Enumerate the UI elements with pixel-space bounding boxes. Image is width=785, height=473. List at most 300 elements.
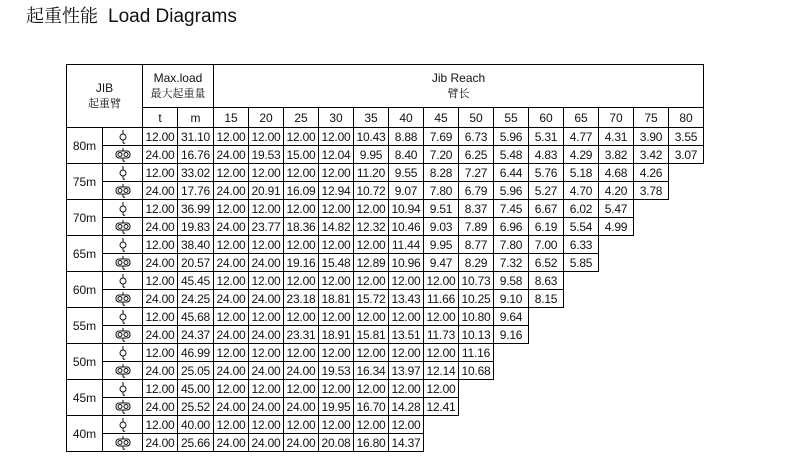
load-cell: 12.00 bbox=[214, 236, 249, 254]
max-load-t-cell: 24.00 bbox=[143, 326, 178, 344]
reach-header bbox=[214, 65, 704, 108]
table-row bbox=[67, 182, 704, 200]
load-cell: 15.48 bbox=[319, 254, 354, 272]
single-hook-icon bbox=[113, 382, 133, 396]
load-cell: 9.95 bbox=[424, 236, 459, 254]
load-cell: 9.47 bbox=[424, 254, 459, 272]
reach-value-header: 30 bbox=[319, 108, 354, 128]
load-cell: 12.00 bbox=[284, 272, 319, 290]
max-load-m-cell: 24.37 bbox=[178, 326, 214, 344]
load-cell: 12.00 bbox=[284, 128, 319, 146]
load-cell: 12.00 bbox=[249, 236, 284, 254]
jib-length-cell: 45m bbox=[67, 380, 103, 416]
load-cell: 4.29 bbox=[564, 146, 599, 164]
load-cell: 4.70 bbox=[564, 182, 599, 200]
load-cell: 6.02 bbox=[564, 200, 599, 218]
jib-header-en: JIB bbox=[95, 81, 114, 95]
load-cell: 12.41 bbox=[424, 398, 459, 416]
load-cell: 23.31 bbox=[284, 326, 319, 344]
load-cell: 12.00 bbox=[214, 164, 249, 182]
load-cell: 9.95 bbox=[354, 146, 389, 164]
load-cell: 6.73 bbox=[459, 128, 494, 146]
reach-value-header: 75 bbox=[634, 108, 669, 128]
load-cell: 5.27 bbox=[529, 182, 564, 200]
load-cell: 18.91 bbox=[319, 326, 354, 344]
load-cell: 10.80 bbox=[459, 308, 494, 326]
maxload-header-en: Max.load bbox=[153, 71, 203, 85]
load-cell: 8.88 bbox=[389, 128, 424, 146]
load-cell: 6.96 bbox=[494, 218, 529, 236]
load-cell: 19.53 bbox=[249, 146, 284, 164]
max-load-m-cell: 31.10 bbox=[178, 128, 214, 146]
max-load-t-cell: 12.00 bbox=[143, 200, 178, 218]
load-cell: 12.00 bbox=[249, 128, 284, 146]
double-hook-icon bbox=[113, 184, 133, 198]
empty-cell bbox=[494, 434, 529, 452]
empty-cell bbox=[599, 416, 634, 434]
empty-cell bbox=[529, 362, 564, 380]
load-cell: 9.58 bbox=[494, 272, 529, 290]
load-cell: 12.00 bbox=[354, 344, 389, 362]
load-cell: 12.00 bbox=[319, 272, 354, 290]
load-cell: 5.76 bbox=[529, 164, 564, 182]
table-row bbox=[67, 416, 704, 434]
load-cell: 11.16 bbox=[459, 344, 494, 362]
load-cell: 4.31 bbox=[599, 128, 634, 146]
empty-cell bbox=[459, 416, 494, 434]
load-cell: 14.82 bbox=[319, 218, 354, 236]
empty-cell bbox=[424, 416, 459, 434]
load-cell: 10.13 bbox=[459, 326, 494, 344]
load-cell: 12.00 bbox=[249, 272, 284, 290]
load-cell: 4.99 bbox=[599, 218, 634, 236]
empty-cell bbox=[529, 326, 564, 344]
table-row bbox=[67, 200, 704, 218]
load-cell: 8.40 bbox=[389, 146, 424, 164]
max-load-t-cell: 12.00 bbox=[143, 236, 178, 254]
empty-cell bbox=[459, 434, 494, 452]
load-cell: 20.08 bbox=[319, 434, 354, 452]
load-cell: 12.00 bbox=[424, 344, 459, 362]
hook-cell bbox=[103, 416, 143, 434]
empty-cell bbox=[459, 398, 494, 416]
empty-cell bbox=[599, 344, 634, 362]
load-cell: 23.77 bbox=[249, 218, 284, 236]
empty-cell bbox=[634, 200, 669, 218]
empty-cell bbox=[494, 380, 529, 398]
max-load-t-cell: 12.00 bbox=[143, 128, 178, 146]
load-cell: 16.09 bbox=[284, 182, 319, 200]
load-cell: 24.00 bbox=[249, 290, 284, 308]
reach-value-header: 25 bbox=[284, 108, 319, 128]
empty-cell bbox=[564, 272, 599, 290]
max-load-m-cell: 19.83 bbox=[178, 218, 214, 236]
load-cell: 10.46 bbox=[389, 218, 424, 236]
empty-cell bbox=[564, 398, 599, 416]
load-cell: 24.00 bbox=[214, 254, 249, 272]
load-cell: 12.94 bbox=[319, 182, 354, 200]
load-cell: 14.28 bbox=[389, 398, 424, 416]
empty-cell bbox=[669, 272, 704, 290]
table-row bbox=[67, 326, 704, 344]
hook-cell bbox=[103, 308, 143, 326]
load-cell: 12.00 bbox=[319, 128, 354, 146]
max-load-m-cell: 40.00 bbox=[178, 416, 214, 434]
reach-value-header: 50 bbox=[459, 108, 494, 128]
reach-value-header: 70 bbox=[599, 108, 634, 128]
load-cell: 4.26 bbox=[634, 164, 669, 182]
empty-cell bbox=[669, 254, 704, 272]
load-cell: 12.00 bbox=[424, 272, 459, 290]
load-cell: 24.00 bbox=[284, 398, 319, 416]
load-cell: 12.00 bbox=[249, 416, 284, 434]
load-cell: 12.00 bbox=[319, 164, 354, 182]
load-cell: 6.44 bbox=[494, 164, 529, 182]
load-cell: 5.18 bbox=[564, 164, 599, 182]
load-cell: 12.00 bbox=[214, 416, 249, 434]
jib-length-cell: 75m bbox=[67, 164, 103, 200]
empty-cell bbox=[599, 308, 634, 326]
load-cell: 7.80 bbox=[494, 236, 529, 254]
empty-cell bbox=[634, 380, 669, 398]
load-cell: 12.00 bbox=[214, 200, 249, 218]
load-cell: 3.55 bbox=[669, 128, 704, 146]
empty-cell bbox=[599, 236, 634, 254]
load-cell: 6.67 bbox=[529, 200, 564, 218]
load-cell: 24.00 bbox=[284, 362, 319, 380]
empty-cell bbox=[669, 344, 704, 362]
reach-value-header: 80 bbox=[669, 108, 704, 128]
empty-cell bbox=[494, 398, 529, 416]
table-row bbox=[67, 398, 704, 416]
load-cell: 15.81 bbox=[354, 326, 389, 344]
empty-cell bbox=[529, 380, 564, 398]
load-cell: 9.10 bbox=[494, 290, 529, 308]
load-cell: 12.00 bbox=[319, 344, 354, 362]
hook-cell bbox=[103, 236, 143, 254]
load-cell: 13.97 bbox=[389, 362, 424, 380]
load-cell: 14.37 bbox=[389, 434, 424, 452]
load-cell: 12.89 bbox=[354, 254, 389, 272]
load-cell: 18.81 bbox=[319, 290, 354, 308]
load-cell: 12.00 bbox=[214, 308, 249, 326]
load-cell: 12.00 bbox=[354, 416, 389, 434]
empty-cell bbox=[564, 380, 599, 398]
load-cell: 16.70 bbox=[354, 398, 389, 416]
max-load-t-cell: 24.00 bbox=[143, 362, 178, 380]
load-cell: 12.00 bbox=[249, 164, 284, 182]
empty-cell bbox=[669, 326, 704, 344]
load-cell: 12.00 bbox=[284, 236, 319, 254]
empty-cell bbox=[564, 362, 599, 380]
load-cell: 3.78 bbox=[634, 182, 669, 200]
load-cell: 13.51 bbox=[389, 326, 424, 344]
table-row bbox=[67, 128, 704, 146]
load-cell: 7.32 bbox=[494, 254, 529, 272]
load-cell: 8.15 bbox=[529, 290, 564, 308]
load-cell: 12.00 bbox=[214, 344, 249, 362]
page-title-en: Load Diagrams bbox=[108, 6, 237, 27]
empty-cell bbox=[669, 434, 704, 452]
table-row bbox=[67, 272, 704, 290]
hook-cell bbox=[103, 362, 143, 380]
reach-header-cn: 臂长 bbox=[447, 87, 470, 100]
load-cell: 7.20 bbox=[424, 146, 459, 164]
load-cell: 12.00 bbox=[284, 416, 319, 434]
jib-length-cell: 40m bbox=[67, 416, 103, 452]
load-cell: 9.16 bbox=[494, 326, 529, 344]
load-cell: 11.66 bbox=[424, 290, 459, 308]
load-cell: 12.00 bbox=[354, 236, 389, 254]
max-load-m-cell: 25.66 bbox=[178, 434, 214, 452]
empty-cell bbox=[634, 254, 669, 272]
load-cell: 24.00 bbox=[214, 182, 249, 200]
empty-cell bbox=[599, 434, 634, 452]
empty-cell bbox=[564, 416, 599, 434]
empty-cell bbox=[529, 344, 564, 362]
load-cell: 12.00 bbox=[319, 236, 354, 254]
empty-cell bbox=[669, 236, 704, 254]
unit-t-header: t bbox=[143, 108, 178, 128]
max-load-t-cell: 24.00 bbox=[143, 182, 178, 200]
empty-cell bbox=[634, 236, 669, 254]
maxload-header-cn: 最大起重量 bbox=[150, 87, 206, 100]
empty-cell bbox=[564, 344, 599, 362]
load-cell: 12.00 bbox=[354, 200, 389, 218]
empty-cell bbox=[669, 200, 704, 218]
hook-cell bbox=[103, 326, 143, 344]
double-hook-icon bbox=[113, 364, 133, 378]
max-load-t-cell: 12.00 bbox=[143, 272, 178, 290]
load-cell: 10.72 bbox=[354, 182, 389, 200]
reach-value-header: 60 bbox=[529, 108, 564, 128]
load-cell: 7.27 bbox=[459, 164, 494, 182]
empty-cell bbox=[599, 326, 634, 344]
load-cell: 6.25 bbox=[459, 146, 494, 164]
max-load-t-cell: 24.00 bbox=[143, 218, 178, 236]
load-cell: 7.45 bbox=[494, 200, 529, 218]
max-load-m-cell: 46.99 bbox=[178, 344, 214, 362]
hook-cell bbox=[103, 182, 143, 200]
load-cell: 5.54 bbox=[564, 218, 599, 236]
hook-cell bbox=[103, 290, 143, 308]
reach-value-header: 20 bbox=[249, 108, 284, 128]
page-title bbox=[26, 4, 237, 30]
load-cell: 11.20 bbox=[354, 164, 389, 182]
load-cell: 7.80 bbox=[424, 182, 459, 200]
load-cell: 9.07 bbox=[389, 182, 424, 200]
load-cell: 19.16 bbox=[284, 254, 319, 272]
hook-cell bbox=[103, 128, 143, 146]
load-cell: 12.00 bbox=[389, 416, 424, 434]
hook-cell bbox=[103, 218, 143, 236]
single-hook-icon bbox=[113, 166, 133, 180]
load-cell: 6.33 bbox=[564, 236, 599, 254]
max-load-t-cell: 12.00 bbox=[143, 416, 178, 434]
max-load-m-cell: 36.99 bbox=[178, 200, 214, 218]
load-cell: 12.00 bbox=[284, 344, 319, 362]
max-load-m-cell: 33.02 bbox=[178, 164, 214, 182]
load-cell: 12.00 bbox=[424, 308, 459, 326]
load-cell: 4.20 bbox=[599, 182, 634, 200]
load-cell: 12.00 bbox=[319, 380, 354, 398]
empty-cell bbox=[634, 290, 669, 308]
reach-value-header: 15 bbox=[214, 108, 249, 128]
table-row bbox=[67, 362, 704, 380]
max-load-m-cell: 45.00 bbox=[178, 380, 214, 398]
empty-cell bbox=[634, 218, 669, 236]
reach-value-header: 65 bbox=[564, 108, 599, 128]
empty-cell bbox=[564, 290, 599, 308]
max-load-t-cell: 12.00 bbox=[143, 164, 178, 182]
jib-length-cell: 60m bbox=[67, 272, 103, 308]
empty-cell bbox=[669, 308, 704, 326]
double-hook-icon bbox=[113, 148, 133, 162]
load-cell: 12.00 bbox=[354, 380, 389, 398]
max-load-m-cell: 25.52 bbox=[178, 398, 214, 416]
load-cell: 12.00 bbox=[249, 380, 284, 398]
load-cell: 24.00 bbox=[249, 434, 284, 452]
load-cell: 7.00 bbox=[529, 236, 564, 254]
load-cell: 10.96 bbox=[389, 254, 424, 272]
load-table bbox=[66, 64, 704, 452]
max-load-t-cell: 12.00 bbox=[143, 380, 178, 398]
load-cell: 12.04 bbox=[319, 146, 354, 164]
load-cell: 8.77 bbox=[459, 236, 494, 254]
reach-header-en: Jib Reach bbox=[431, 71, 486, 85]
load-cell: 9.55 bbox=[389, 164, 424, 182]
unit-m-header: m bbox=[178, 108, 214, 128]
load-cell: 12.00 bbox=[284, 380, 319, 398]
empty-cell bbox=[494, 362, 529, 380]
single-hook-icon bbox=[113, 346, 133, 360]
empty-cell bbox=[599, 380, 634, 398]
max-load-t-cell: 12.00 bbox=[143, 344, 178, 362]
maxload-header bbox=[143, 65, 214, 108]
load-cell: 7.89 bbox=[459, 218, 494, 236]
table-row bbox=[67, 236, 704, 254]
empty-cell bbox=[634, 362, 669, 380]
max-load-m-cell: 20.57 bbox=[178, 254, 214, 272]
jib-length-cell: 50m bbox=[67, 344, 103, 380]
table-row bbox=[67, 308, 704, 326]
empty-cell bbox=[529, 416, 564, 434]
jib-length-cell: 80m bbox=[67, 128, 103, 164]
load-cell: 5.96 bbox=[494, 182, 529, 200]
load-cell: 11.73 bbox=[424, 326, 459, 344]
load-cell: 24.00 bbox=[249, 398, 284, 416]
load-cell: 12.32 bbox=[354, 218, 389, 236]
load-cell: 12.00 bbox=[389, 380, 424, 398]
empty-cell bbox=[634, 344, 669, 362]
load-cell: 12.00 bbox=[389, 308, 424, 326]
load-cell: 6.79 bbox=[459, 182, 494, 200]
table-row bbox=[67, 434, 704, 452]
empty-cell bbox=[599, 272, 634, 290]
load-cell: 18.36 bbox=[284, 218, 319, 236]
empty-cell bbox=[669, 416, 704, 434]
load-cell: 8.29 bbox=[459, 254, 494, 272]
load-cell: 4.77 bbox=[564, 128, 599, 146]
load-cell: 24.00 bbox=[214, 434, 249, 452]
load-cell: 8.63 bbox=[529, 272, 564, 290]
load-cell: 5.31 bbox=[529, 128, 564, 146]
load-cell: 12.00 bbox=[284, 308, 319, 326]
hook-cell bbox=[103, 380, 143, 398]
table-row bbox=[67, 290, 704, 308]
load-cell: 5.85 bbox=[564, 254, 599, 272]
load-cell: 15.72 bbox=[354, 290, 389, 308]
empty-cell bbox=[529, 398, 564, 416]
load-cell: 24.00 bbox=[284, 434, 319, 452]
hook-cell bbox=[103, 254, 143, 272]
load-cell: 3.42 bbox=[634, 146, 669, 164]
load-cell: 10.68 bbox=[459, 362, 494, 380]
max-load-m-cell: 17.76 bbox=[178, 182, 214, 200]
double-hook-icon bbox=[113, 292, 133, 306]
empty-cell bbox=[634, 308, 669, 326]
max-load-m-cell: 45.45 bbox=[178, 272, 214, 290]
empty-cell bbox=[564, 308, 599, 326]
load-cell: 12.00 bbox=[284, 164, 319, 182]
double-hook-icon bbox=[113, 328, 133, 342]
load-cell: 7.69 bbox=[424, 128, 459, 146]
empty-cell bbox=[634, 272, 669, 290]
load-cell: 8.37 bbox=[459, 200, 494, 218]
empty-cell bbox=[669, 290, 704, 308]
table-row bbox=[67, 380, 704, 398]
max-load-t-cell: 24.00 bbox=[143, 434, 178, 452]
load-cell: 3.82 bbox=[599, 146, 634, 164]
load-cell: 12.00 bbox=[284, 200, 319, 218]
empty-cell bbox=[459, 380, 494, 398]
empty-cell bbox=[564, 326, 599, 344]
empty-cell bbox=[494, 416, 529, 434]
empty-cell bbox=[634, 416, 669, 434]
jib-header bbox=[67, 65, 143, 128]
load-cell: 13.43 bbox=[389, 290, 424, 308]
max-load-t-cell: 24.00 bbox=[143, 254, 178, 272]
load-cell: 24.00 bbox=[249, 326, 284, 344]
load-cell: 5.47 bbox=[599, 200, 634, 218]
hook-cell bbox=[103, 200, 143, 218]
max-load-m-cell: 38.40 bbox=[178, 236, 214, 254]
load-cell: 12.00 bbox=[389, 272, 424, 290]
single-hook-icon bbox=[113, 310, 133, 324]
empty-cell bbox=[599, 398, 634, 416]
load-cell: 24.00 bbox=[249, 254, 284, 272]
load-cell: 12.00 bbox=[249, 200, 284, 218]
load-cell: 24.00 bbox=[214, 218, 249, 236]
empty-cell bbox=[669, 164, 704, 182]
reach-value-header: 45 bbox=[424, 108, 459, 128]
load-cell: 12.00 bbox=[354, 308, 389, 326]
load-cell: 19.95 bbox=[319, 398, 354, 416]
hook-cell bbox=[103, 146, 143, 164]
empty-cell bbox=[529, 308, 564, 326]
load-cell: 12.14 bbox=[424, 362, 459, 380]
single-hook-icon bbox=[113, 202, 133, 216]
empty-cell bbox=[424, 434, 459, 452]
table-row bbox=[67, 344, 704, 362]
load-cell: 10.94 bbox=[389, 200, 424, 218]
load-cell: 24.00 bbox=[214, 146, 249, 164]
empty-cell bbox=[494, 344, 529, 362]
subheader-row bbox=[67, 108, 704, 128]
load-cell: 12.00 bbox=[389, 344, 424, 362]
double-hook-icon bbox=[113, 436, 133, 450]
empty-cell bbox=[599, 290, 634, 308]
